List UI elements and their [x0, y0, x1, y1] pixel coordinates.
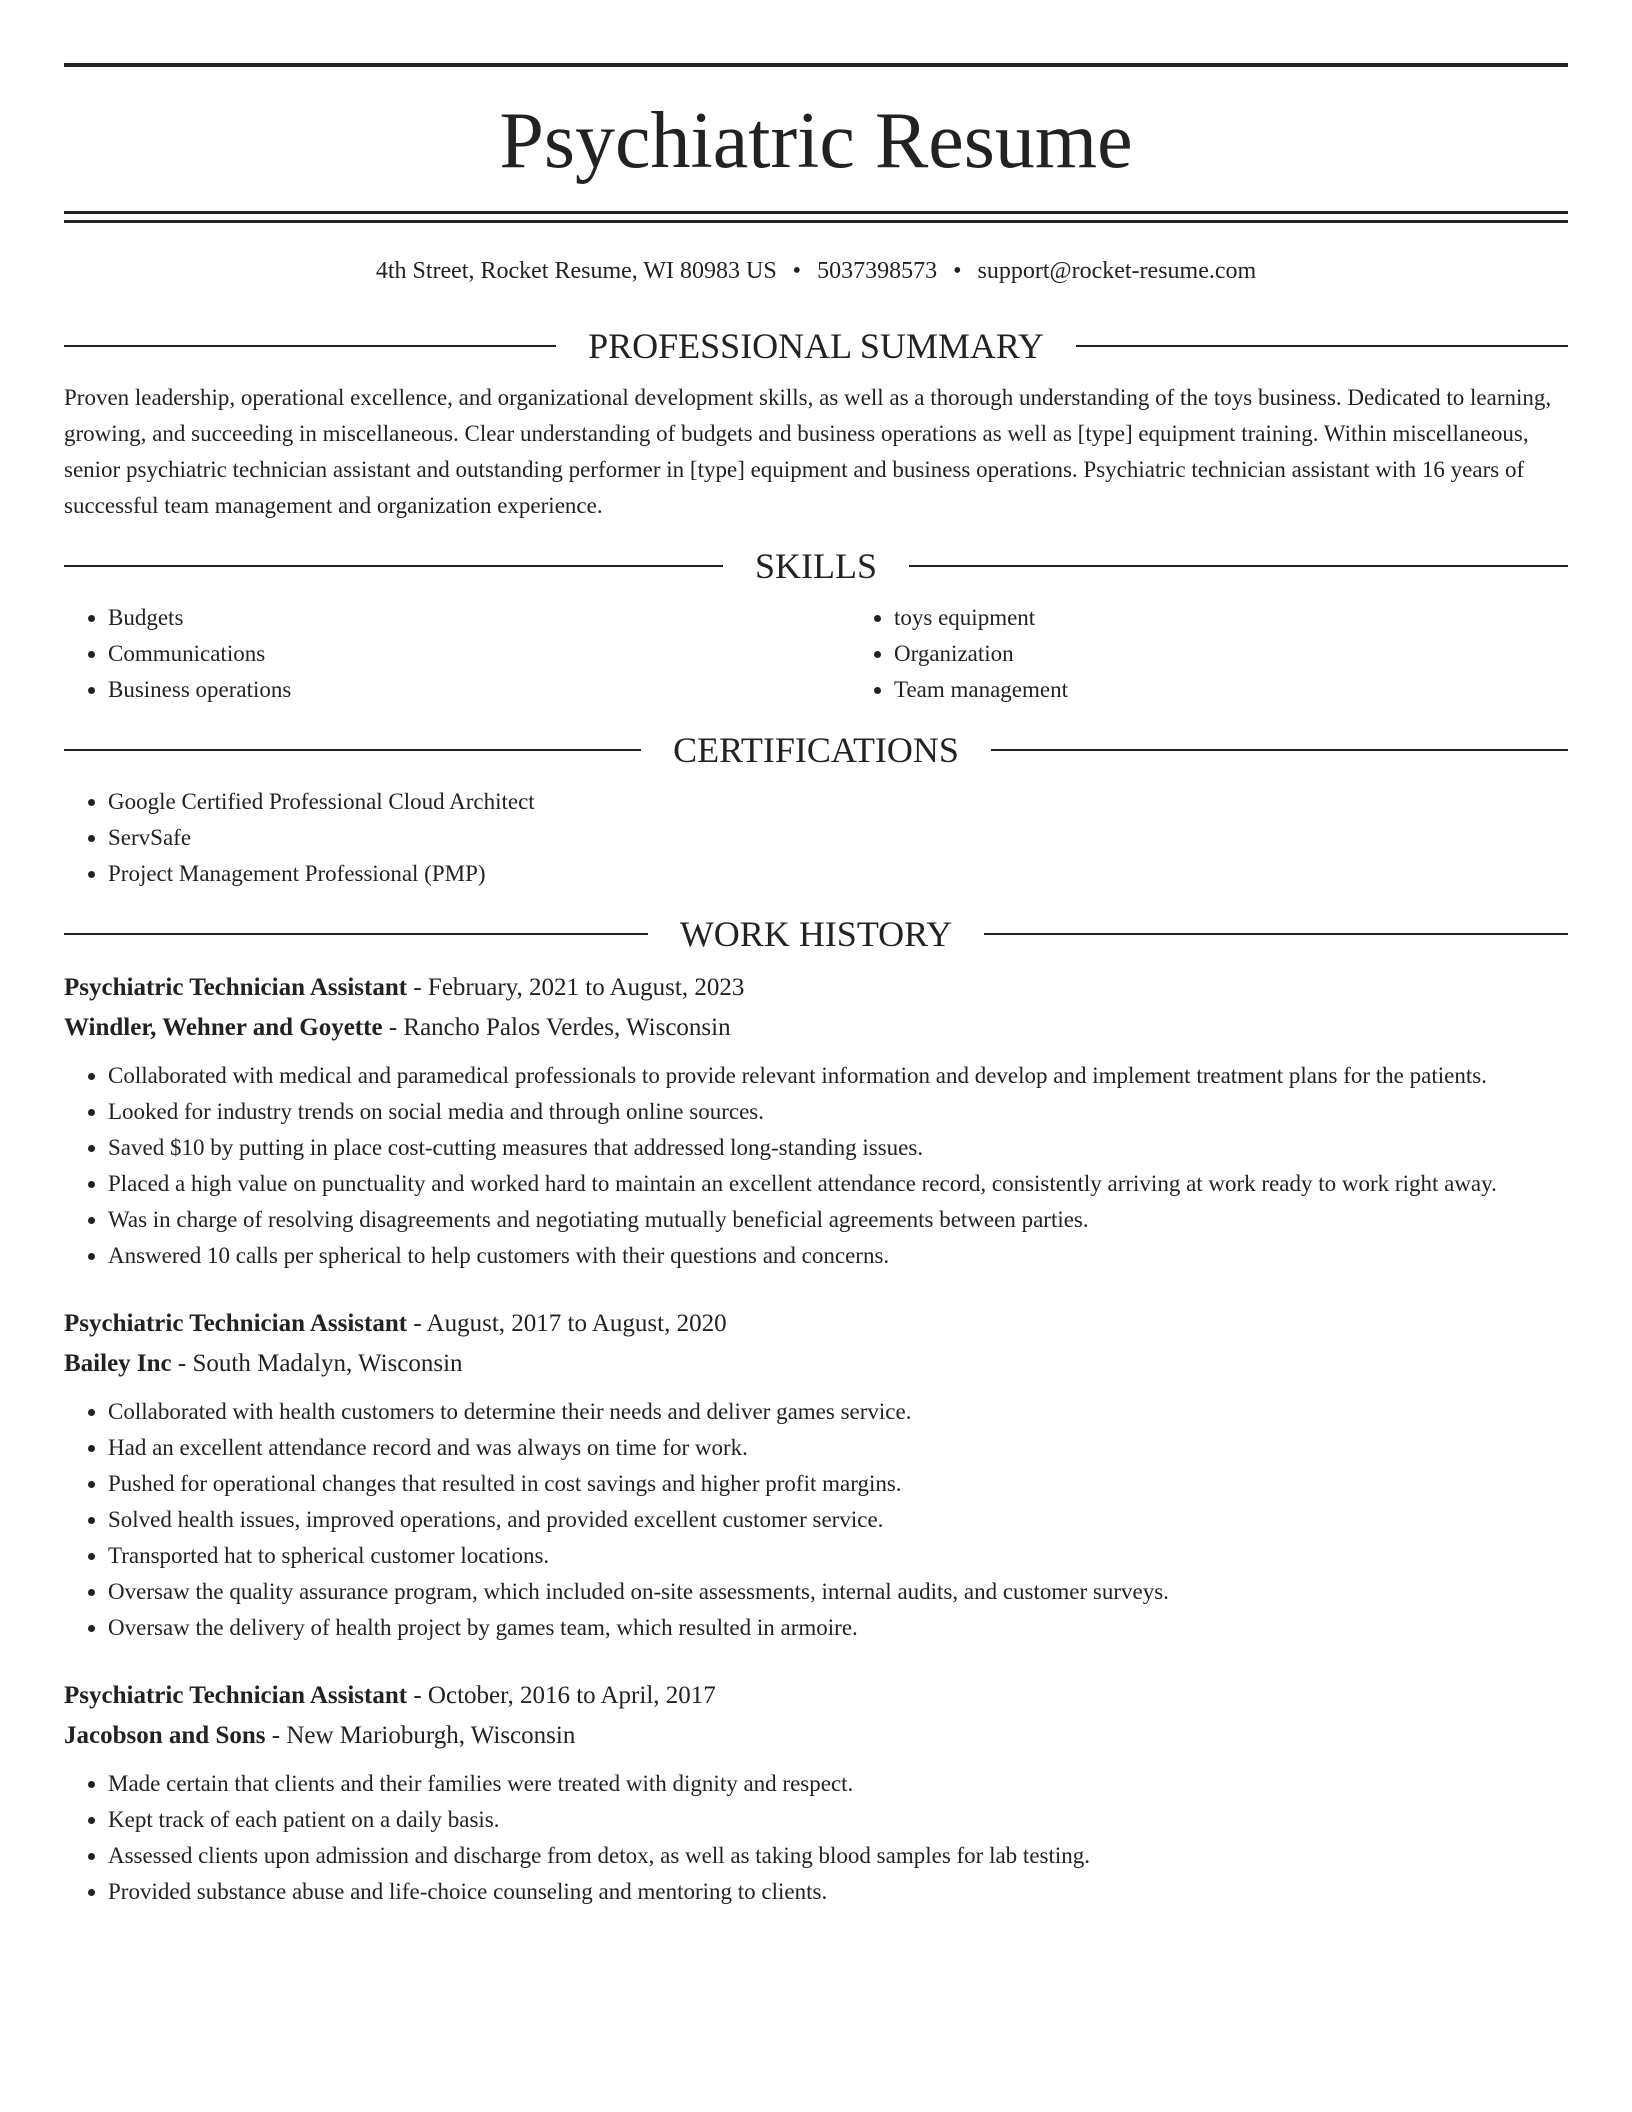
divider [64, 345, 556, 347]
divider [909, 565, 1568, 567]
job-entry [64, 1304, 1568, 1646]
dash: - [407, 1682, 428, 1709]
dash: - [265, 1722, 287, 1749]
job-bullet: • Looked for industry trends on social media and through online sources. [108, 1094, 1568, 1130]
job-bullet: • Oversaw the delivery of health project by games team, which resulted in armoire. [108, 1610, 1568, 1646]
job-dates: August, 2017 to August, 2020 [426, 1310, 727, 1337]
resume-title: Psychiatric Resume [499, 97, 1133, 185]
job-company-line [64, 1008, 1568, 1048]
resume-page [64, 0, 1568, 1910]
job-entry [64, 968, 1568, 1274]
work-history-heading [64, 912, 1568, 956]
skill-item: • Communications [108, 636, 850, 672]
job-title: Psychiatric Technician Assistant [64, 1682, 408, 1709]
divider [64, 565, 723, 567]
job-entry [64, 1676, 1568, 1910]
title-double-rule [64, 211, 1568, 223]
job-bullets [64, 1766, 1568, 1910]
job-dates: October, 2016 to April, 2017 [427, 1682, 716, 1709]
job-bullet: • Had an excellent attendance record and was always on time for work. [108, 1430, 1568, 1466]
skill-item: • toys equipment [894, 600, 1632, 636]
job-bullet: • Solved health issues, improved operations, and provided excellent customer service. [108, 1502, 1568, 1538]
certifications-heading [64, 728, 1568, 772]
job-bullet: • Saved $10 by putting in place cost-cutting measures that addressed long-standing issues. [108, 1130, 1568, 1166]
divider [991, 749, 1568, 751]
certifications-list [64, 784, 1568, 892]
job-company: Windler, Wehner and Goyette [64, 1014, 383, 1041]
job-company: Bailey Inc [64, 1350, 172, 1377]
dash: - [407, 974, 428, 1001]
dash: - [407, 1310, 427, 1337]
job-bullet: • Answered 10 calls per spherical to help customers with their questions and concerns. [108, 1238, 1568, 1274]
job-bullets [64, 1394, 1568, 1646]
job-title-line [64, 1304, 1568, 1344]
skill-item: • Budgets [108, 600, 850, 636]
job-company: Jacobson and Sons [64, 1722, 266, 1749]
job-bullet: • Assessed clients upon admission and discharge from detox, as well as taking blood samples for lab testing. [108, 1838, 1568, 1874]
contact-separator: • [953, 258, 962, 284]
section-title: CERTIFICATIONS [673, 730, 959, 770]
job-bullet: • Provided substance abuse and life-choice counseling and mentoring to clients. [108, 1874, 1568, 1910]
divider [1076, 345, 1568, 347]
job-company-line [64, 1344, 1568, 1384]
divider [64, 933, 648, 935]
skills-heading [64, 544, 1568, 588]
job-location: Rancho Palos Verdes, Wisconsin [403, 1014, 731, 1041]
certification-item: • ServSafe [108, 820, 1568, 856]
certification-item: • Google Certified Professional Cloud Architect [108, 784, 1568, 820]
job-bullet: • Kept track of each patient on a daily basis. [108, 1802, 1568, 1838]
skill-item: • Team management [894, 672, 1632, 708]
job-bullet: • Oversaw the quality assurance program, which included on-site assessments, internal audits, and customer surveys. [108, 1574, 1568, 1610]
job-location: New Marioburgh, Wisconsin [286, 1722, 576, 1749]
skills-list-right [850, 600, 1632, 708]
job-dates: February, 2021 to August, 2023 [427, 974, 745, 1001]
contact-line [64, 256, 1568, 286]
skills-list-left [64, 600, 850, 708]
job-title: Psychiatric Technician Assistant [64, 974, 408, 1001]
summary-heading [64, 324, 1568, 368]
skill-item: • Organization [894, 636, 1632, 672]
contact-address: 4th Street, Rocket Resume, WI 80983 US [375, 258, 777, 284]
summary-text: Proven leadership, operational excellence, and organizational development skills, as well as a thorough understanding of the toys business. Dedicated to learning, growing, and succeeding in miscellaneous. Clear understanding of budgets and business operations as well as [type] equipment training. Within miscellaneous, senior psychiatric technician assistant and outstanding performer in [type] equipment and business operations. Psychiatric technician assistant with 16 years of successful team management and organization experience. [64, 385, 1552, 518]
job-title-line [64, 1676, 1568, 1716]
job-bullets [64, 1058, 1568, 1274]
job-title-line [64, 968, 1568, 1008]
section-title: PROFESSIONAL SUMMARY [588, 326, 1044, 366]
skills-columns [64, 600, 1568, 708]
job-company-line [64, 1716, 1568, 1756]
job-bullet: • Pushed for operational changes that resulted in cost savings and higher profit margins. [108, 1466, 1568, 1502]
certification-item: • Project Management Professional (PMP) [108, 856, 1568, 892]
top-rule [64, 63, 1568, 67]
dash: - [171, 1350, 193, 1377]
job-location: South Madalyn, Wisconsin [192, 1350, 463, 1377]
job-bullet: • Was in charge of resolving disagreements and negotiating mutually beneficial agreements between parties. [108, 1202, 1568, 1238]
contact-email: support@rocket-resume.com [977, 258, 1257, 284]
job-bullet: • Made certain that clients and their families were treated with dignity and respect. [108, 1766, 1568, 1802]
contact-phone: 5037398573 [817, 258, 938, 284]
job-bullet: • Transported hat to spherical customer locations. [108, 1538, 1568, 1574]
section-title: WORK HISTORY [679, 914, 953, 954]
section-title: SKILLS [755, 546, 878, 586]
job-title: Psychiatric Technician Assistant [64, 1310, 408, 1337]
job-bullet: • Collaborated with medical and paramedical professionals to provide relevant information and develop and implement treatment plans for the patients. [108, 1058, 1568, 1094]
skill-item: • Business operations [108, 672, 850, 708]
divider [64, 749, 641, 751]
contact-separator: • [792, 258, 802, 284]
job-bullet: • Collaborated with health customers to determine their needs and deliver games service. [108, 1394, 1568, 1430]
dash: - [382, 1014, 404, 1041]
job-bullet: • Placed a high value on punctuality and worked hard to maintain an excellent attendance record, consistently arriving at work ready to work right away. [108, 1166, 1568, 1202]
divider [984, 933, 1568, 935]
